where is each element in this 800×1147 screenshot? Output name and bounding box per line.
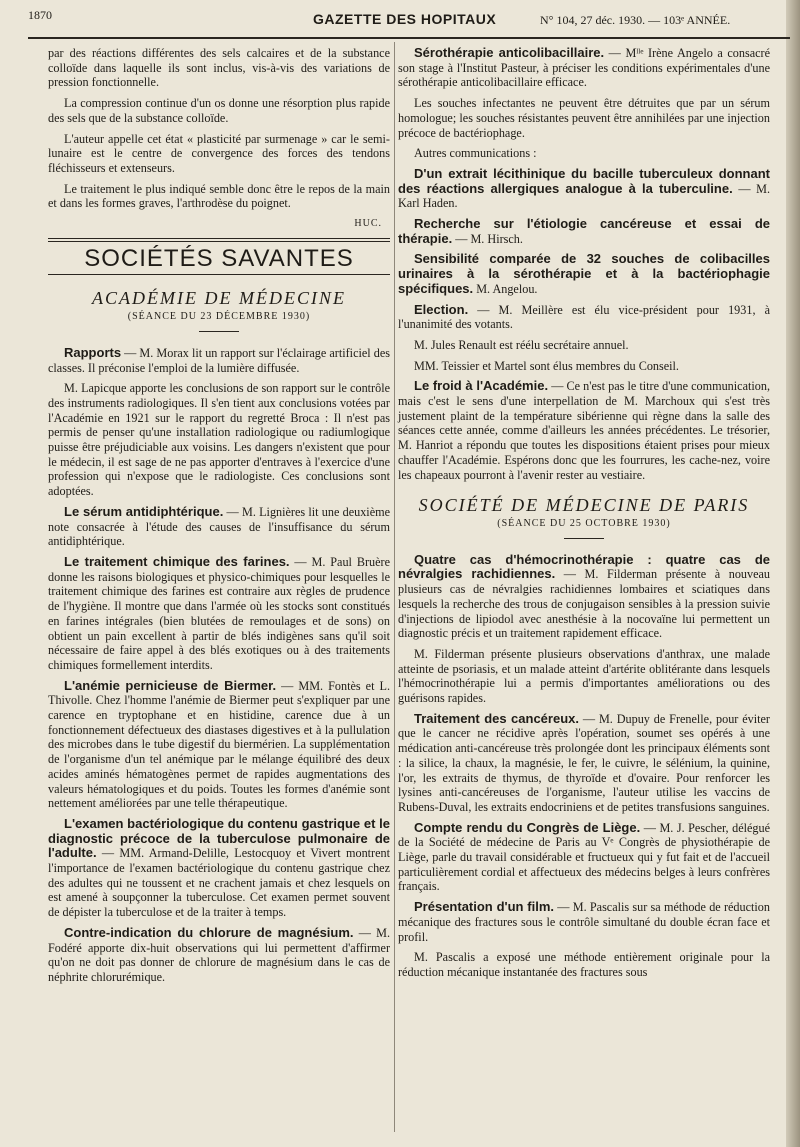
item-text: — M. Karl Haden. — [398, 181, 770, 211]
item-text: — M. Morax lit un rapport sur l'éclairage artificiel des classes. Il préconise l'emploi de la lumière diffusée. — [48, 345, 390, 375]
item-heading: Election. — [414, 301, 469, 317]
paragraph: La compression continue d'un os donne une résorption plus rapide des sels que de la substance colloïde. — [48, 96, 390, 125]
item-heading: D'un extrait lécithinique du bacille tuberculeux donnant des réactions allergiques analogue à la tuberculine. — [398, 165, 770, 196]
paragraph: M. Lapicque apporte les conclusions de son rapport sur le contrôle des instruments radiologiques. Il s'en tient aux conclusions votées par l'Académie en 1921 sur le rapport du regretté Broca : Il n'est pas permis de penser qu'une installation radiologique ou radiumlogique puisse être préjudiciable aux voisins. Les dangers n'existent que pour le médecin, il est sage de ne pas apporter d'entraves à l'exercice d'une profession qui n'expose que le radiologiste. Ces conclusions sont adoptées. — [48, 381, 390, 499]
item-text: — M. Dupuy de Frenelle, pour éviter que le cancer ne récidive après l'opération, soumet ses opérés à une médication anti-cancéreuse très prolongée dont les principaux éléments sont : la silice, la chaux, la magnésie, le fer, le cuivre, le sélénium, la quinine, l'or, les extraits de thymus, de thyroïde et d'ovaire. Pour renforcer les lysines anti-cancéreuses de l'organisme, l'auteur utilise les vaccins de Rubens-Duval, les extraits endocriniens et de petites transfusions sanguines. — [398, 711, 770, 814]
item-text: — M. J. Pescher, délégué de la Société de médecine de Paris au Vᵉ Congrès de physiothérapie de Liège, parle du travail considérable et fructueux qui y fut fait et de l'accueil particulièrement cordial et affectueux des médecins belges à leurs confrères français. — [398, 820, 770, 894]
right-column — [398, 46, 770, 986]
author-signature: HUC. — [354, 218, 382, 230]
short-rule — [199, 331, 239, 332]
subheading: Autres communications : — [414, 146, 537, 161]
item-heading: Quatre cas d'hémocrinothérapie : quatre cas de névralgies rachidiennes. — [398, 551, 770, 582]
item-text: — MM. Fontès et L. Thivolle. Chez l'homme l'anémie de Biermer peut s'expliquer par une carence en tryptophane et en histidine, carence due à un fonctionnement défectueux des diastases digestives et à la pullulation des microbes dans le tube digestif du biermérien. La supplémentation de l'organisme d'un tel anémique par le mélange équilibré des deux acides aminés hématogènes permet de rapides augmentations des valeurs hématologiques et du poids. Toutes les formes d'anémie sont nettement améliorées par une telle thérapeutique. — [48, 678, 390, 811]
paragraph: M. Pascalis a exposé une méthode entièrement originale pour la réduction mécanique instantanée des fractures sous — [398, 950, 770, 979]
item-text: — Ce n'est pas le titre d'une communication, mais c'est le sens d'une interpellation de M. Marchoux qui s'est très justement plaint de la température sibérienne qui règne dans la salle des séances cette année, comme d'ailleurs les années précédentes. Le trésorier, M. Hanriot a répondu que toutes les dispositions étaient prises pour mieux chauffer l'Académie. Espérons donc que les fourrures, les cache-nez, voire les chapeaux pourront à l'avenir rester au vestiaire. — [398, 379, 770, 482]
item-heading: Recherche sur l'étiologie cancéreuse et essai de thérapie. — [398, 216, 770, 246]
paragraph: Le traitement le plus indiqué semble donc être le repos de la main et dans les formes graves, l'arthrodèse du poignet. — [48, 181, 390, 211]
paragraph: par des réactions différentes des sels calcaires et de la substance colloïde dans laquelle ils sont inclus, vis-à-vis des variations de pression fonctionnelle. — [48, 46, 390, 90]
journal-title: GAZETTE DES HOPITAUX — [313, 11, 497, 27]
binding-shadow — [786, 0, 800, 1147]
running-header — [28, 8, 778, 36]
item-heading: Contre-indication du chlorure de magnésium. — [64, 924, 354, 940]
society-heading: SOCIÉTÉ DE MÉDECINE DE PARIS — [418, 495, 750, 516]
section-title: SOCIÉTÉS SAVANTES — [84, 244, 354, 272]
paragraph: M. Jules Renault est réélu secrétaire annuel. — [414, 337, 629, 352]
item-text: — M. Fodéré apporte dix-huit observations qui lui permettent d'affirmer qu'on ne doit pas donner de chlorure de magnésium dans le cas de néphrite chlorurémique. — [48, 925, 390, 984]
item-heading: Présentation d'un film. — [414, 899, 555, 915]
left-column — [48, 46, 390, 991]
item-heading: Le froid à l'Académie. — [414, 378, 549, 394]
item-text: — Mˡˡᵉ Irène Angelo a consacré son stage à l'Institut Pasteur, à préciser les conditions expérimentales d'une sérothérapie anticolibacillaire efficace. — [398, 46, 771, 90]
item-heading: Traitement des cancéreux. — [414, 710, 579, 726]
page-number: 1870 — [28, 8, 52, 22]
academy-heading: ACADÉMIE DE MÉDECINE — [92, 288, 346, 309]
double-rule — [48, 238, 390, 242]
header-rule — [28, 37, 790, 39]
session-date: (SÉANCE DU 25 OCTOBRE 1930) — [497, 517, 671, 529]
item-text: — M. Hirsch. — [452, 231, 523, 246]
item-text: — M. Lignières lit une deuxième note consacrée à l'étude des causes de l'insuffisance du sérum antidiphtérique. — [48, 504, 390, 549]
item-text: — M. Pascalis sur sa méthode de réduction mécanique des fractures sous le contrôle simultané du double écran face et profil. — [398, 900, 770, 944]
item-heading: Sérothérapie anticolibacillaire. — [414, 45, 605, 60]
item-text: — MM. Armand-Delille, Lestocquoy et Vivert montrent l'importance de l'examen bactériologique du contenu gastrique chez des adultes qui ne toussent et ne crachent jamais et chez lesquels on est amené à soupçonner la tuberculose. Cet examen permet souvent de dépister la tuberculose et de la traiter à temps. — [48, 846, 390, 920]
item-heading: Le traitement chimique des farines. — [64, 553, 290, 569]
issue-info: N° 104, 27 déc. 1930. — 103ᵉ ANNÉE. — [540, 13, 731, 27]
item-heading: Rapports — [64, 344, 122, 360]
paragraph: MM. Teissier et Martel sont élus membres du Conseil. — [414, 358, 679, 373]
item-text: — M. Paul Bruère donne les raisons biologiques et physico-chimiques pour lesquelles le traitement chimique des farines est contraire aux règles de prudence de l'hygiène. Il montre que dans l'armée où les stocks sont constitués en farines intégrales (bien blutées de remoulages et de sons) on obtient un pain excellent à partir de blés indigènes sans qu'il soit nécessaire de faire appel à des blés exotiques ou à des traitements chimiques formellement interdits. — [48, 554, 390, 672]
short-rule — [564, 538, 604, 539]
rule — [48, 274, 390, 275]
item-text: M. Angelou. — [473, 281, 538, 296]
item-heading: L'anémie pernicieuse de Biermer. — [64, 677, 277, 693]
paragraph: Les souches infectantes ne peuvent être détruites que par un sérum homologue; les souches résistantes peuvent être annihilées par une injection précoce de bactériophage. — [398, 96, 770, 140]
session-date: (SÉANCE DU 23 DÉCEMBRE 1930) — [127, 311, 311, 323]
paragraph: L'auteur appelle cet état « plasticité par surmenage » car le semi-lunaire est le centre de convergence des forces des tendons fléchisseurs et extenseurs. — [48, 131, 390, 175]
column-divider — [394, 42, 395, 1132]
paragraph: M. Filderman présente plusieurs observations d'anthrax, une malade atteinte de psoriasis, et un malade atteint d'artérite oblitérante dans lesquels l'hémocrinothérapie lui a permis d'importantes améliorations ou des guérisons rapides. — [398, 646, 770, 706]
item-heading: Le sérum antidiphtérique. — [64, 503, 224, 519]
item-text: — M. Filderman présente à nouveau plusieurs cas de névralgies rachidiennes lombaires et sciatiques dans lesquels la recherche des trous de conjugaison sensibles à la pression suivie d'injections de lipiodol avec anesthésie à la nocovaïne lui permettent un diagnostic précis et un traitement rapidement efficace. — [398, 567, 771, 641]
item-heading: Compte rendu du Congrès de Liège. — [414, 819, 641, 835]
item-heading: L'examen bactériologique du contenu gastrique et le diagnostic précoce de la tuberculose pulmonaire de l'adulte. — [48, 815, 390, 861]
item-text: — M. Meillère est élu vice-président pour 1931, à l'unanimité des votants. — [398, 302, 770, 332]
item-heading: Sensibilité comparée de 32 souches de colibacilles urinaires à la sérothérapie et à la bactériophagie spécifiques. — [398, 251, 770, 296]
